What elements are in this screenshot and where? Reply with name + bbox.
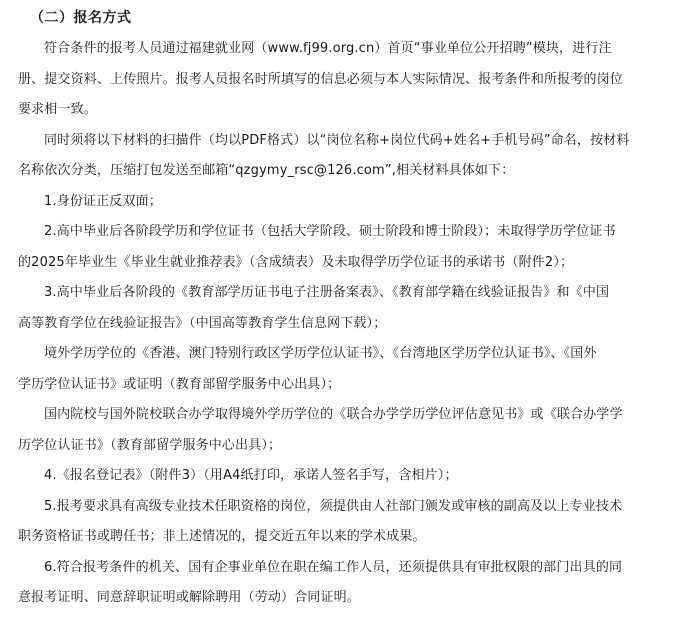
- paragraph-item-1: [18, 187, 683, 218]
- paragraph-item-2: [18, 217, 683, 278]
- section-heading: （二）报名方式: [30, 10, 132, 26]
- text-line: 意报考证明、同意辞职证明或解除聘用（劳动）合同证明。: [18, 590, 360, 605]
- text-line: 的2025年毕业生《毕业生就业推荐表》（含成绩表）及未取得学历学位证书的承诺书（附件2）；: [18, 254, 574, 270]
- text-line: 历学位认证书》（教育部留学服务中心出具）；: [18, 437, 282, 453]
- text-line: 6.符合报考条件的机关、国有企事业单位在职在编工作人员，还须提供具有审批权限的部门出具的同: [44, 559, 623, 575]
- text-line: 1.身份证正反双面；: [44, 193, 162, 209]
- paragraph-item-5: [18, 492, 683, 553]
- text-line: 5.报考要求具有高级专业技术任职资格的岗位，须提供由人社部门颁发或审核的副高及以上专业技术: [44, 498, 623, 514]
- text-line: 境外学历学位的《香港、澳门特别行政区学历学位认证书》、《台湾地区学历学位认证书》、《国外: [44, 346, 597, 361]
- paragraph-materials-intro: [18, 126, 683, 187]
- text-line: 册、提交资料、上传照片。报考人员报名时所填写的信息必须与本人实际情况、报考条件和所报考的岗位: [18, 71, 623, 87]
- paragraph-overseas-degrees: [18, 339, 683, 400]
- text-line: 同时须将以下材料的扫描件（均以PDF格式）以“岗位名称+岗位代码+姓名+手机号码”命名，按材料: [44, 132, 630, 148]
- paragraph-item-4: [18, 461, 683, 492]
- text-line: 4.《报名登记表》（附件3）（用A4纸打印，承诺人签名手写，含相片）；: [44, 468, 458, 483]
- text-line: 国内院校与国外院校联合办学取得境外学历学位的《联合办学学历学位评估意见书》或《联合办学学: [44, 407, 623, 422]
- paragraph-item-3: [18, 278, 683, 339]
- text-line: 符合条件的报考人员通过福建就业网（www.fj99.org.cn）首页“事业单位公开招聘”模块，进行注: [44, 41, 612, 56]
- text-line: 2.高中毕业后各阶段学历和学位证书（包括大学阶段、硕士阶段和博士阶段）；未取得学历学位证书: [44, 224, 616, 239]
- text-line: 高等教育学位在线验证报告》（中国高等教育学生信息网下载）；: [18, 315, 387, 331]
- text-line: 学历学位认证书》或证明（教育部留学服务中心出具）；: [18, 376, 341, 392]
- paragraph-joint-programs: [18, 400, 683, 461]
- text-line: 要求相一致。: [18, 102, 97, 117]
- text-line: 名称依次分类，压缩打包发送至邮箱“qzgymy_rsc@126.com”,相关材料具体如下：: [18, 163, 515, 178]
- text-line: 职务资格证书或聘任书；非上述情况的，提交近五年以来的学术成果。: [18, 529, 426, 544]
- paragraph-item-6: [18, 553, 683, 614]
- text-line: 3.高中毕业后各阶段的《教育部学历证书电子注册备案表》、《教育部学籍在线验证报告》和《中国: [44, 285, 610, 300]
- paragraph-registration-channel: [18, 34, 683, 126]
